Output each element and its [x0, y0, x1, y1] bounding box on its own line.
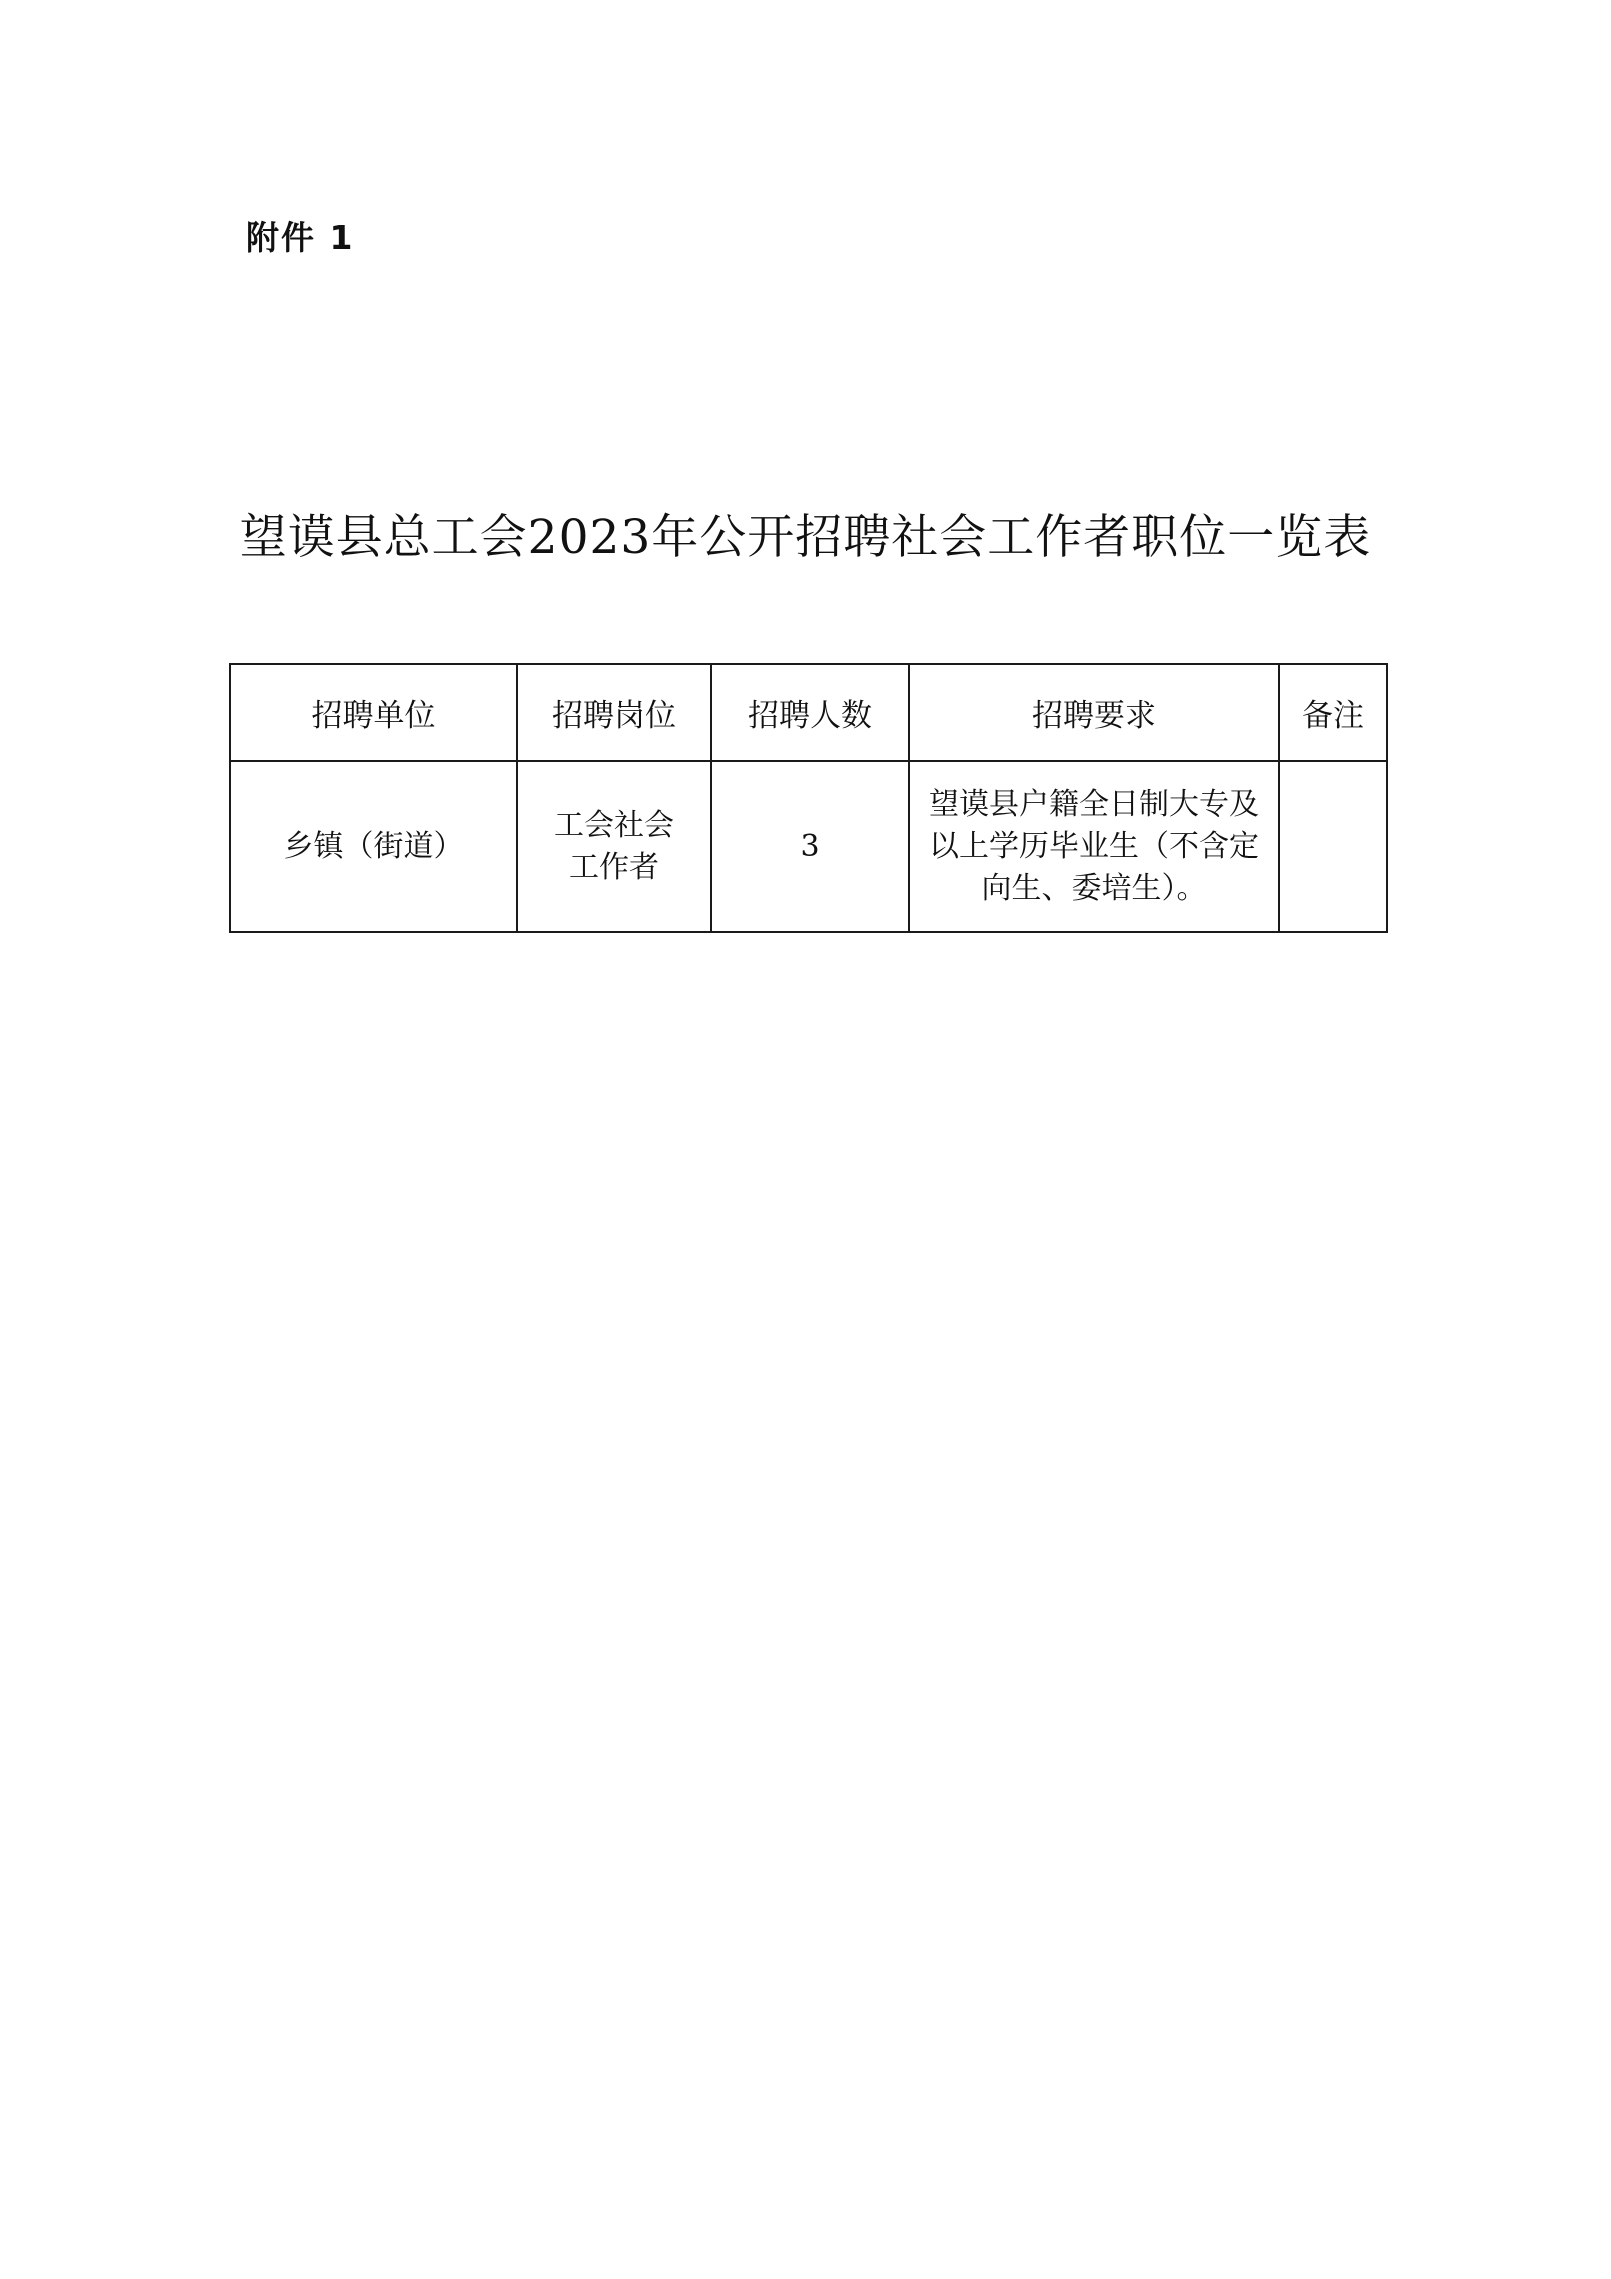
cell-requirements: [909, 761, 1279, 932]
cell-position-text: 工会社会工作者: [554, 807, 674, 885]
header-remarks: 备注: [1279, 664, 1387, 761]
cell-requirements-text: 望谟县户籍全日制大专及以上学历毕业生（不含定向生、委培生）。: [929, 786, 1259, 906]
table-header-row: [230, 664, 1387, 761]
cell-headcount-text: 3: [800, 828, 820, 864]
cell-recruiting-unit-text: 乡镇（街道）: [283, 828, 464, 864]
header-requirements: 招聘要求: [909, 664, 1279, 761]
positions-table: [229, 663, 1388, 933]
table-row: [230, 761, 1387, 932]
attachment-label: 附件 1: [246, 218, 355, 257]
cell-headcount: [711, 761, 909, 932]
header-position: 招聘岗位: [517, 664, 711, 761]
document-title: 望谟县总工会2023年公开招聘社会工作者职位一览表: [239, 510, 1372, 565]
cell-position: [517, 761, 711, 932]
cell-recruiting-unit: [230, 761, 517, 932]
header-recruiting-unit: 招聘单位: [230, 664, 517, 761]
header-headcount: 招聘人数: [711, 664, 909, 761]
cell-remarks: [1279, 761, 1387, 932]
